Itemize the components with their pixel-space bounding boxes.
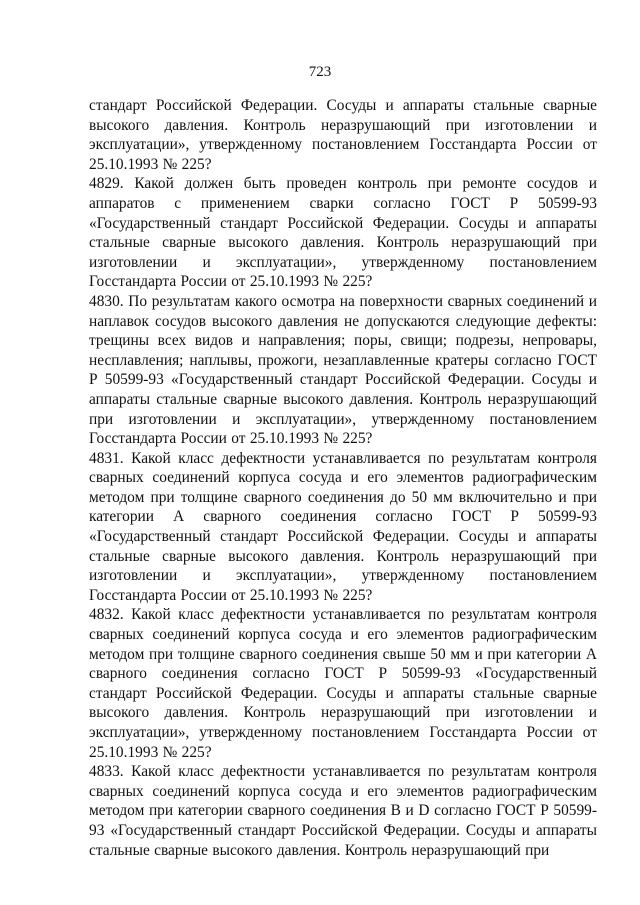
question-4832: 4832. Какой класс дефектности устанавливается по результатам контроля сварных соединений корпуса сосуда и его элементов радиографическим методом при толщине сварного соединения свыше 50 мм и при категории А сварного соединения согласно ГОСТ Р 50599-93 «Государственный стандарт Российской Федерации. Сосуды и аппараты стальные сварные высокого давления. Контроль неразрушающий при изготовлении и эксплуатации», утвержденному постановлением Госстандарта России от 25.10.1993 № 225?	[89, 606, 597, 761]
page-number: 723	[308, 64, 332, 80]
question-4830: 4830. По результатам какого осмотра на поверхности сварных соединений и наплавок сосудов высокого давления не допускаются следующие дефекты: трещины всех видов и направления; поры, свищи; подрезы, непровары, несплавления; наплывы, прожоги, незаплавленные кратеры согласно ГОСТ Р 50599-93 «Государственный стандарт Российской Федерации. Сосуды и аппараты стальные сварные высокого давления. Контроль неразрушающий при изготовлении и эксплуатации», утвержденному постановлением Госстандарта России от 25.10.1993 № 225?	[89, 292, 597, 448]
question-4833: 4833. Какой класс дефектности устанавливается по результатам контроля сварных соединений корпуса сосуда и его элементов радиографическим методом при категории сварного соединения В и D согласно ГОСТ Р 50599-93 «Государственный стандарт Российской Федерации. Сосуды и аппараты стальные сварные высокого давления. Контроль неразрушающий при	[89, 763, 597, 859]
page-body	[89, 96, 597, 860]
question-4831: 4831. Какой класс дефектности устанавливается по результатам контроля сварных соединений корпуса сосуда и его элементов радиографическим методом при толщине сварного соединения до 50 мм включительно и при категории А сварного соединения согласно ГОСТ Р 50599-93 «Государственный стандарт Российской Федерации. Сосуды и аппараты стальные сварные высокого давления. Контроль неразрушающий при изготовлении и эксплуатации», утвержденному постановлением Госстандарта России от 25.10.1993 № 225?	[89, 449, 597, 604]
question-continuation: стандарт Российской Федерации. Сосуды и аппараты стальные сварные высокого давления. Контроль неразрушающий при изготовлении и эксплуатации», утвержденному постановлением Госстандарта России от 25.10.1993 № 225?	[89, 97, 597, 173]
question-4829: 4829. Какой должен быть проведен контроль при ремонте сосудов и аппаратов с применением сварки согласно ГОСТ Р 50599-93 «Государственный стандарт Российской Федерации. Сосуды и аппараты стальные сварные высокого давления. Контроль неразрушающий при изготовлении и эксплуатации», утвержденному постановлением Госстандарта России от 25.10.1993 № 225?	[89, 175, 597, 291]
